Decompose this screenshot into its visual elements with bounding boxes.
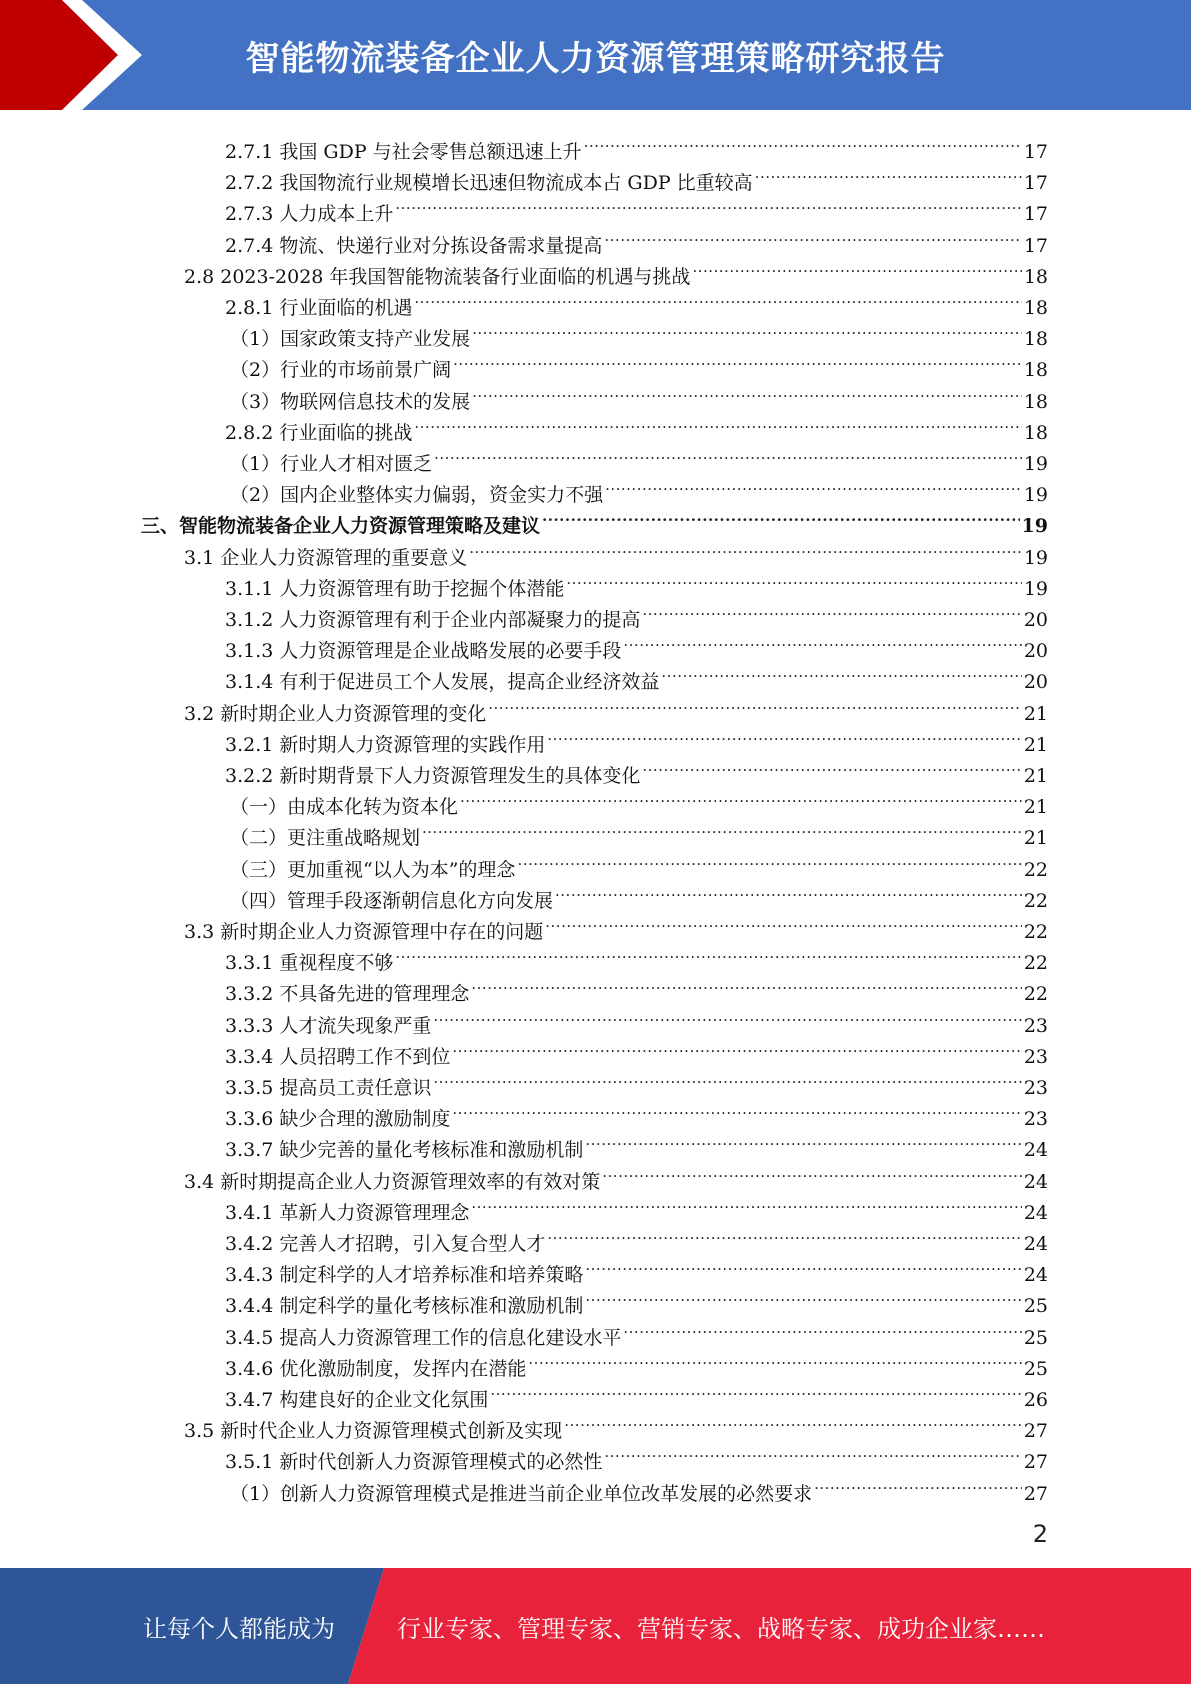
toc-dot-leader <box>433 1001 1021 1032</box>
toc-entry-title: 3.4.1 革新人力资源管理理念 <box>225 1201 470 1224</box>
toc-entry-title: 2.7.2 我国物流行业规模增长迅速但物流成本占 GDP 比重较高 <box>225 172 753 195</box>
toc-dot-leader <box>585 1250 1021 1281</box>
toc-entry-title: （二）更注重战略规划 <box>230 827 421 850</box>
toc-dot-leader <box>692 252 1021 283</box>
toc-entry[interactable] <box>225 595 1048 631</box>
toc-entry-page: 21 <box>1023 765 1048 787</box>
toc-dot-leader <box>422 813 1022 844</box>
page-number: 2 <box>1032 1520 1048 1548</box>
toc-entry-title: 3.4.3 制定科学的人才培养标准和培养策略 <box>225 1264 584 1287</box>
toc-entry-page: 23 <box>1023 1045 1048 1068</box>
toc-entry[interactable] <box>225 969 1048 1006</box>
toc-entry-page: 23 <box>1023 1108 1048 1131</box>
toc-entry-page: 21 <box>1023 733 1048 756</box>
toc-entry-page: 18 <box>1023 297 1048 319</box>
toc-entry[interactable] <box>230 876 1048 912</box>
toc-entry-title: 3.2 新时期企业人力资源管理的变化 <box>184 702 487 725</box>
toc-dot-leader <box>604 1437 1021 1468</box>
toc-dot-leader <box>472 377 1022 408</box>
toc-dot-leader <box>490 1375 1021 1406</box>
toc-dot-leader <box>623 626 1021 657</box>
toc-entry[interactable] <box>225 1437 1048 1474</box>
toc-entry[interactable] <box>230 845 1048 881</box>
toc-entry-title: （一）由成本化转为资本化 <box>230 796 459 819</box>
toc-entry-page: 17 <box>1023 172 1048 195</box>
toc-entry[interactable] <box>225 1094 1048 1131</box>
toc-entry-page: 21 <box>1023 827 1048 850</box>
toc-dot-leader <box>453 345 1022 376</box>
toc-entry[interactable] <box>225 1250 1048 1287</box>
toc-entry-title: 2.7.1 我国 GDP 与社会零售总额迅速上升 <box>225 141 582 163</box>
toc-entry[interactable] <box>225 1001 1048 1037</box>
toc-entry[interactable] <box>225 1125 1048 1162</box>
toc-entry-title: 3.3.5 提高员工责任意识 <box>225 1077 432 1099</box>
toc-entry-page: 18 <box>1023 390 1048 413</box>
toc-entry-page: 18 <box>1023 328 1048 351</box>
toc-dot-leader <box>452 1094 1021 1125</box>
toc-entry[interactable] <box>225 1219 1048 1255</box>
toc-entry-page: 25 <box>1023 1326 1048 1349</box>
toc-entry-page: 21 <box>1023 796 1048 819</box>
toc-entry-title: （1）创新人力资源管理模式是推进当前企业单位改革发展的必然要求 <box>230 1482 813 1505</box>
toc-entry-page: 24 <box>1023 1201 1048 1224</box>
toc-entry-page: 24 <box>1023 1139 1048 1162</box>
toc-entry[interactable] <box>225 408 1048 444</box>
toc-entry-title: （三）更加重视“以人为本”的理念 <box>230 858 516 881</box>
toc-dot-leader <box>642 751 1021 782</box>
toc-entry-title: 3.4.6 优化激励制度，发挥内在潜能 <box>225 1357 527 1380</box>
toc-entry-page: 19 <box>1023 484 1048 507</box>
toc-dot-leader <box>604 221 1021 252</box>
toc-entry[interactable] <box>225 1375 1048 1411</box>
toc-entry[interactable] <box>225 751 1048 787</box>
toc-entry-title: 3.4.5 提高人力资源管理工作的信息化建设水平 <box>225 1326 622 1349</box>
header-banner <box>0 0 1191 110</box>
toc-dot-leader <box>471 1188 1021 1219</box>
toc-entry-page: 22 <box>1023 983 1048 1006</box>
toc-entry-page: 22 <box>1023 921 1048 943</box>
toc-entry[interactable] <box>225 626 1048 663</box>
toc-entry-title: （2）国内企业整体实力偏弱，资金实力不强 <box>230 484 604 507</box>
toc-entry-title: 3.1.4 有利于促进员工个人发展，提高企业经济效益 <box>225 671 660 694</box>
toc-entry-title: （1）行业人才相对匮乏 <box>230 453 433 475</box>
toc-entry-page: 21 <box>1023 702 1048 725</box>
toc-entry-page: 17 <box>1023 203 1048 226</box>
toc-dot-leader <box>547 720 1021 751</box>
toc-dot-leader <box>602 1157 1022 1188</box>
toc-entry-page: 25 <box>1023 1295 1048 1318</box>
toc-entry-title: 3.3.2 不具备先进的管理理念 <box>225 983 470 1006</box>
toc-dot-leader <box>528 1344 1021 1375</box>
report-title: 智能物流装备企业人力资源管理策略研究报告 <box>245 38 946 79</box>
toc-entry-page: 23 <box>1023 1014 1048 1037</box>
toc-entry[interactable] <box>225 189 1048 226</box>
toc-entry[interactable] <box>225 1344 1048 1380</box>
toc-dot-leader <box>471 969 1021 1000</box>
toc-entry[interactable] <box>225 158 1048 195</box>
toc-entry-title: 3.4.7 构建良好的企业文化氛围 <box>225 1389 489 1411</box>
toc-entry-title: 3.3.4 人员招聘工作不到位 <box>225 1045 451 1068</box>
toc-entry[interactable] <box>184 1406 1048 1443</box>
toc-dot-leader <box>584 127 1022 158</box>
toc-entry-page: 22 <box>1023 889 1048 912</box>
toc-entry[interactable] <box>141 501 1048 538</box>
toc-dot-leader <box>542 501 1020 532</box>
toc-dot-leader <box>585 1281 1021 1312</box>
toc-dot-leader <box>661 657 1021 688</box>
toc-entry-page: 19 <box>1023 577 1048 600</box>
toc-entry[interactable] <box>225 1063 1048 1099</box>
toc-entry-page: 20 <box>1023 640 1048 663</box>
toc-entry[interactable] <box>230 377 1048 413</box>
toc-dot-leader <box>585 1125 1021 1156</box>
toc-entry[interactable] <box>230 813 1048 850</box>
toc-entry[interactable] <box>230 470 1048 507</box>
toc-entry-page: 18 <box>1023 421 1048 444</box>
toc-entry-title: 2.8.2 行业面临的挑战 <box>225 421 413 444</box>
toc-entry-page: 20 <box>1023 671 1048 694</box>
toc-entry-page: 19 <box>1023 546 1048 569</box>
toc-dot-leader <box>469 533 1022 564</box>
toc-entry-page: 17 <box>1023 234 1048 257</box>
toc-entry[interactable] <box>225 1032 1048 1068</box>
toc-entry[interactable] <box>225 657 1048 694</box>
toc-entry-page: 27 <box>1023 1451 1048 1474</box>
toc-entry[interactable] <box>184 533 1048 569</box>
toc-entry-title: 3.5 新时代企业人力资源管理模式创新及实现 <box>184 1420 563 1443</box>
toc-entry-title: 3.3.3 人才流失现象严重 <box>225 1014 432 1037</box>
toc-dot-leader <box>460 782 1022 813</box>
toc-entry-page: 18 <box>1023 359 1048 382</box>
toc-entry-title: （3）物联网信息技术的发展 <box>230 390 471 413</box>
toc-entry-page: 24 <box>1023 1170 1048 1193</box>
toc-dot-leader <box>452 1032 1021 1063</box>
toc-dot-leader <box>472 314 1022 345</box>
toc-dot-leader <box>395 189 1021 220</box>
toc-entry-page: 19 <box>1021 515 1048 538</box>
toc-entry-title: 2.7.3 人力成本上升 <box>225 203 394 226</box>
toc-dot-leader <box>566 564 1021 595</box>
toc-entry-title: 3.4.4 制定科学的量化考核标准和激励机制 <box>225 1295 584 1318</box>
toc-entry[interactable] <box>230 345 1048 382</box>
toc-dot-leader <box>814 1469 1022 1500</box>
toc-entry-page: 18 <box>1023 265 1048 288</box>
toc-entry[interactable] <box>230 1469 1048 1505</box>
footer-slogan-left: 让每个人都能成为 <box>143 1614 335 1643</box>
toc-entry-page: 24 <box>1023 1233 1048 1255</box>
toc-dot-leader <box>555 876 1022 907</box>
toc-dot-leader <box>547 1219 1021 1250</box>
toc-dot-leader <box>623 1313 1021 1344</box>
toc-entry-page: 27 <box>1023 1482 1048 1505</box>
toc-entry[interactable] <box>230 439 1048 475</box>
toc-entry-title: 2.7.4 物流、快递行业对分拣设备需求量提高 <box>225 234 603 257</box>
toc-dot-leader <box>414 408 1021 439</box>
toc-dot-leader <box>433 1063 1021 1094</box>
toc-entry-title: 3.5.1 新时代创新人力资源管理模式的必然性 <box>225 1451 603 1474</box>
toc-dot-leader <box>564 1406 1022 1437</box>
toc-entry-title: 3.3.6 缺少合理的激励制度 <box>225 1108 451 1131</box>
toc-entry-title: 3.1.2 人力资源管理有利于企业内部凝聚力的提高 <box>225 609 641 631</box>
toc-entry-title: 2.8 2023-2028 年我国智能物流装备行业面临的机遇与挑战 <box>184 265 691 288</box>
toc-entry-title: 3.3 新时期企业人力资源管理中存在的问题 <box>184 921 544 943</box>
toc-entry-title: （1）国家政策支持产业发展 <box>230 328 471 351</box>
toc-dot-leader <box>545 907 1022 938</box>
toc-dot-leader <box>434 439 1022 470</box>
toc-entry-title: 3.2.1 新时期人力资源管理的实践作用 <box>225 733 546 756</box>
toc-entry-title: 三、智能物流装备企业人力资源管理策略及建议 <box>141 515 541 538</box>
toc-dot-leader <box>755 158 1022 189</box>
toc-entry-title: 3.3.7 缺少完善的量化考核标准和激励机制 <box>225 1139 584 1162</box>
toc-entry-title: 3.1 企业人力资源管理的重要意义 <box>184 546 468 569</box>
toc-entry-title: 3.1.1 人力资源管理有助于挖掘个体潜能 <box>225 577 565 600</box>
toc-entry-title: 2.8.1 行业面临的机遇 <box>225 297 413 319</box>
toc-dot-leader <box>488 689 1022 720</box>
toc-dot-leader <box>642 595 1021 626</box>
toc-entry-page: 25 <box>1023 1357 1048 1380</box>
toc-entry-page: 17 <box>1023 141 1048 163</box>
toc-entry-page: 24 <box>1023 1264 1048 1287</box>
toc-entry[interactable] <box>225 221 1048 257</box>
toc-entry-title: （四）管理手段逐渐朝信息化方向发展 <box>230 889 554 912</box>
toc-entry-title: 3.1.3 人力资源管理是企业战略发展的必要手段 <box>225 640 622 663</box>
footer-banner <box>0 1568 1191 1684</box>
toc-entry[interactable] <box>225 1313 1048 1349</box>
footer-slogan-right: 行业专家、管理专家、营销专家、战略专家、成功企业家…… <box>397 1614 1045 1643</box>
toc-entry-title: 3.3.1 重视程度不够 <box>225 952 394 975</box>
toc-entry[interactable] <box>184 689 1048 725</box>
toc-entry[interactable] <box>225 1281 1048 1318</box>
toc-dot-leader <box>605 470 1022 501</box>
toc-dot-leader <box>414 283 1021 314</box>
toc-entry-page: 27 <box>1023 1420 1048 1443</box>
toc-entry-title: （2）行业的市场前景广阔 <box>230 359 452 382</box>
toc-dot-leader <box>517 845 1021 876</box>
toc-entry-page: 26 <box>1023 1389 1048 1411</box>
toc-entry[interactable] <box>225 283 1048 319</box>
toc-entry-page: 22 <box>1023 952 1048 975</box>
toc-entry[interactable] <box>225 938 1048 975</box>
toc-entry[interactable] <box>225 127 1048 163</box>
toc-entry[interactable] <box>225 1188 1048 1224</box>
toc-entry[interactable] <box>225 720 1048 756</box>
toc-entry-title: 3.4.2 完善人才招聘，引入复合型人才 <box>225 1233 546 1255</box>
toc-entry-title: 3.2.2 新时期背景下人力资源管理发生的具体变化 <box>225 765 641 787</box>
toc-entry[interactable] <box>184 1157 1048 1193</box>
toc-dot-leader <box>395 938 1021 969</box>
toc-entry[interactable] <box>184 252 1048 288</box>
toc-entry[interactable] <box>230 314 1048 351</box>
toc-entry[interactable] <box>230 782 1048 819</box>
toc-entry-title: 3.4 新时期提高企业人力资源管理效率的有效对策 <box>184 1170 601 1193</box>
toc-entry[interactable] <box>184 907 1048 943</box>
toc-entry-page: 20 <box>1023 609 1048 631</box>
toc-entry-page: 23 <box>1023 1077 1048 1099</box>
toc-entry[interactable] <box>225 564 1048 600</box>
toc-entry-page: 22 <box>1023 858 1048 881</box>
toc-entry-page: 19 <box>1023 453 1048 475</box>
